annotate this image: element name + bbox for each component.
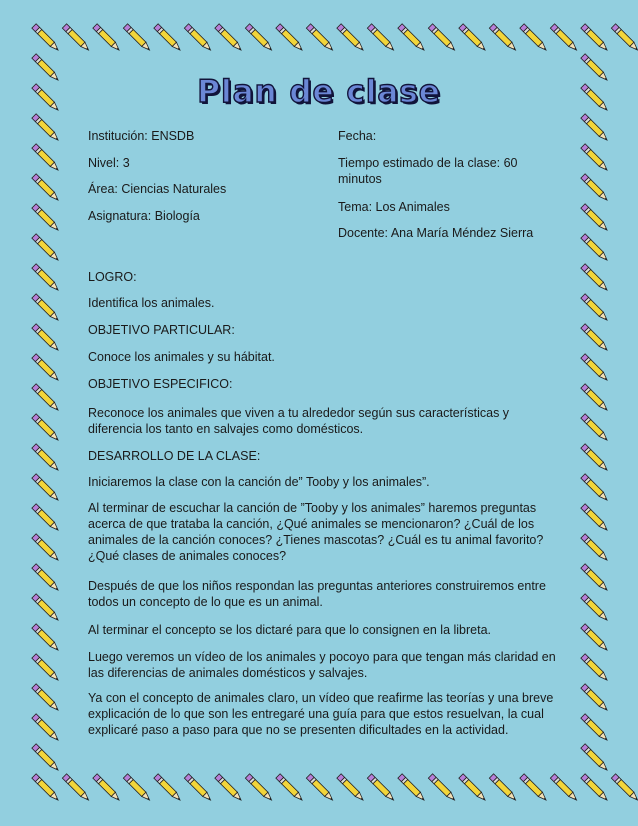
pencil-icon bbox=[581, 654, 609, 682]
pencil-icon bbox=[32, 654, 60, 682]
development-heading: DESARROLLO DE LA CLASE: bbox=[88, 449, 261, 463]
pencil-icon bbox=[32, 594, 60, 622]
pencil-icon bbox=[32, 234, 60, 262]
level-text: Nivel: 3 bbox=[88, 156, 130, 170]
subject-text: Asignatura: Biología bbox=[88, 209, 200, 223]
pencil-icon bbox=[184, 24, 212, 52]
development-paragraph-3: Después de que los niños respondan las preguntas anteriores construiremos entre todos un concepto de lo que es un animal. bbox=[88, 579, 546, 609]
pencil-icon bbox=[459, 24, 487, 52]
pencil-icon bbox=[367, 774, 395, 802]
pencil-icon bbox=[32, 774, 60, 802]
achievement-text: Identifica los animales. bbox=[88, 296, 215, 310]
pencil-icon bbox=[398, 24, 426, 52]
pencil-icon bbox=[32, 684, 60, 712]
pencil-icon bbox=[581, 114, 609, 142]
pencil-icon bbox=[337, 774, 365, 802]
pencil-icon bbox=[581, 474, 609, 502]
pencil-icon bbox=[581, 684, 609, 712]
pencil-icon bbox=[32, 324, 60, 352]
specific-objective-text: Reconoce los animales que viven a tu alrededor según sus características y diferencia los tanto en salvajes como domésticos. bbox=[88, 406, 510, 436]
pencil-icon bbox=[428, 774, 456, 802]
pencil-icon bbox=[32, 354, 60, 382]
development-paragraph-4: Al terminar el concepto se los dictaré para que lo consignen en la libreta. bbox=[88, 623, 492, 637]
pencil-icon bbox=[32, 744, 60, 772]
pencil-icon bbox=[93, 24, 121, 52]
pencil-icon bbox=[154, 24, 182, 52]
development-paragraph-2: Al terminar de escuchar la canción de ”Tooby y los animales” haremos preguntas acerca de que trataba la canción, ¿Qué animales se mencionaron? ¿Cuál de los animales de la canción conoces? ¿Tienes mascotas? ¿Cuál es tu animal favorito? ¿Qué clases de animales conoces? bbox=[88, 501, 544, 563]
teacher-text: Docente: Ana María Méndez Sierra bbox=[338, 226, 534, 240]
pencil-icon bbox=[32, 414, 60, 442]
pencil-icon bbox=[581, 324, 609, 352]
pencil-icon bbox=[306, 24, 334, 52]
pencil-icon bbox=[520, 24, 548, 52]
pencil-icon bbox=[245, 24, 273, 52]
pencil-icon bbox=[581, 594, 609, 622]
pencil-icon bbox=[215, 24, 243, 52]
pencil-icon bbox=[154, 774, 182, 802]
pencil-icon bbox=[123, 24, 151, 52]
development-paragraph-5: Luego veremos un vídeo de los animales y pocoyo para que tengan más claridad en las diferencias de animales domésticos y salvajes. bbox=[88, 650, 556, 680]
pencil-icon bbox=[581, 744, 609, 772]
pencil-icon bbox=[93, 774, 121, 802]
pencil-icon bbox=[367, 24, 395, 52]
pencil-icon bbox=[337, 24, 365, 52]
pencil-icon bbox=[581, 534, 609, 562]
pencil-icon bbox=[32, 444, 60, 472]
pencil-icon bbox=[581, 444, 609, 472]
pencil-icon bbox=[215, 774, 243, 802]
pencil-icon bbox=[32, 564, 60, 592]
pencil-icon bbox=[489, 774, 517, 802]
development-paragraph-1: Iniciaremos la clase con la canción de” Tooby y los animales”. bbox=[88, 475, 430, 489]
pencil-icon bbox=[32, 624, 60, 652]
pencil-icon bbox=[32, 534, 60, 562]
pencil-icon bbox=[32, 174, 60, 202]
duration-text: Tiempo estimado de la clase: 60 minutos bbox=[338, 156, 518, 186]
pencil-icon bbox=[581, 294, 609, 322]
pencil-icon bbox=[581, 414, 609, 442]
development-paragraph-6: Ya con el concepto de animales claro, un vídeo que reafirme las teorías y una breve explicación de lo que son les entregaré una guía para que estos resuelvan, la cual explicaré paso a paso para que no se presenten dificultades en la actividad. bbox=[88, 691, 554, 737]
pencil-icon bbox=[62, 24, 90, 52]
pencil-icon bbox=[581, 384, 609, 412]
pencil-icon bbox=[276, 24, 304, 52]
pencil-icon bbox=[32, 24, 60, 52]
pencil-icon bbox=[581, 264, 609, 292]
pencil-icon bbox=[32, 714, 60, 742]
pencil-icon bbox=[581, 354, 609, 382]
pencil-icon bbox=[32, 384, 60, 412]
pencil-icon bbox=[581, 504, 609, 532]
achievement-heading: LOGRO: bbox=[88, 270, 137, 284]
pencil-icon bbox=[184, 774, 212, 802]
pencil-icon bbox=[581, 714, 609, 742]
pencil-icon bbox=[62, 774, 90, 802]
pencil-icon bbox=[581, 234, 609, 262]
pencil-icon bbox=[581, 204, 609, 232]
pencil-icon bbox=[459, 774, 487, 802]
pencil-icon bbox=[32, 504, 60, 532]
pencil-icon bbox=[428, 24, 456, 52]
pencil-icon bbox=[581, 624, 609, 652]
pencil-icon bbox=[550, 24, 578, 52]
pencil-icon bbox=[32, 474, 60, 502]
pencil-icon bbox=[489, 24, 517, 52]
pencil-icon bbox=[611, 774, 638, 802]
pencil-icon bbox=[611, 24, 638, 52]
pencil-icon bbox=[123, 774, 151, 802]
date-text: Fecha: bbox=[338, 129, 377, 143]
page-title: Plan de clase bbox=[197, 74, 441, 110]
pencil-icon bbox=[398, 774, 426, 802]
area-text: Área: Ciencias Naturales bbox=[88, 182, 227, 196]
pencil-icon bbox=[581, 774, 609, 802]
pencil-icon bbox=[581, 174, 609, 202]
pencil-icon bbox=[32, 204, 60, 232]
specific-objective-heading: OBJETIVO ESPECIFICO: bbox=[88, 377, 233, 391]
particular-objective-text: Conoce los animales y su hábitat. bbox=[88, 350, 275, 364]
pencil-icon bbox=[245, 774, 273, 802]
particular-objective-heading: OBJETIVO PARTICULAR: bbox=[88, 323, 235, 337]
pencil-icon bbox=[581, 144, 609, 172]
pencil-icon bbox=[581, 24, 609, 52]
pencil-icon bbox=[32, 294, 60, 322]
pencil-icon bbox=[581, 564, 609, 592]
pencil-icon bbox=[306, 774, 334, 802]
pencil-icon bbox=[32, 264, 60, 292]
pencil-icon bbox=[550, 774, 578, 802]
institution-text: Institución: ENSDB bbox=[88, 129, 195, 143]
topic-text: Tema: Los Animales bbox=[338, 200, 450, 214]
pencil-icon bbox=[276, 774, 304, 802]
pencil-icon bbox=[520, 774, 548, 802]
pencil-icon bbox=[32, 144, 60, 172]
pencil-icon bbox=[32, 114, 60, 142]
